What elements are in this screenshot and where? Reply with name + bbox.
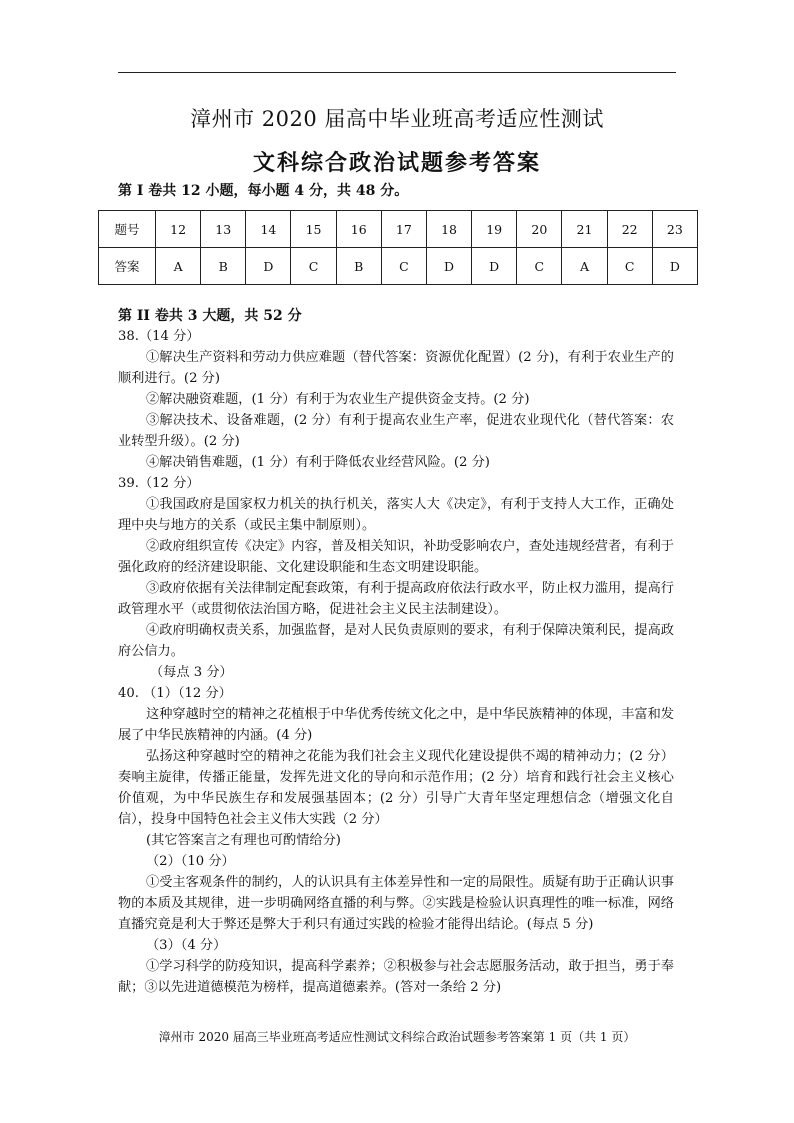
row-label-question: 题号 (99, 211, 156, 248)
answer-body (118, 326, 674, 998)
question-number: 16 (336, 211, 381, 248)
question-number: 13 (201, 211, 246, 248)
answer-paragraph: 这种穿越时空的精神之花植根于中华优秀传统文化之中，是中华民族精神的体现，丰富和发展了中华民族精神的内涵。(4 分) (118, 707, 674, 743)
answer-paragraph: ①学习科学的防疫知识，提高科学素养；②积极参与社会志愿服务活动，敢于担当，勇于奉献；③以先进道德模范为榜样，提高道德素养。(答对一条给 2 分) (118, 959, 674, 995)
scoring-note: (其它答案言之有理也可酌情给分) (146, 833, 341, 848)
section2-heading: 第 II 卷共 3 大题，共 52 分 (118, 308, 302, 324)
answer-paragraph: ④解决销售难题，(1 分）有利于降低农业经营风险。(2 分) (146, 455, 490, 470)
answer-paragraph: ①解决生产资料和劳动力供应难题（替代答案：资源优化配置）(2 分)，有利于农业生产的顺利进行。(2 分) (118, 350, 674, 386)
answer-cell: B (201, 248, 246, 285)
answer-paragraph: ②解决融资难题，(1 分）有利于为农业生产提供资金支持。(2 分) (146, 392, 530, 407)
page-footer: 漳州市 2020 届高三毕业班高考适应性测试文科综合政治试题参考答案第 1 页（共 1 页） (158, 1030, 636, 1044)
answer-paragraph: ①受主客观条件的制约，人的认识具有主体差异性和一定的局限性。质疑有助于正确认识事物的本质及其规律，进一步明确网络直播的利与弊。②实践是检验认识真理性的唯一标准，网络直播究竟是利大于弊还是弊大于利只有通过实践的检验才能得出结论。(每点 5 分) (118, 875, 674, 932)
document-subtitle: 文科综合政治试题参考答案 (252, 150, 541, 176)
question-number: 21 (562, 211, 607, 248)
answer-paragraph: ④政府明确权责关系，加强监督，是对人民负责原则的要求，有利于保障决策利民，提高政府公信力。 (118, 623, 674, 659)
answer-cell: A (562, 248, 607, 285)
answer-cell: D (652, 248, 697, 285)
answer-paragraph: ③政府依据有关法律制定配套政策，有利于提高政府依法行政水平，防止权力滥用，提高行政管理水平（或贯彻依法治国方略，促进社会主义民主法制建设）。 (118, 581, 674, 617)
question-header-40: 40. （1）（12 分） (118, 686, 232, 701)
question-number: 20 (517, 211, 562, 248)
question-number: 15 (291, 211, 336, 248)
sub-question-header: （3）（4 分） (146, 938, 227, 953)
answer-cell: D (246, 248, 291, 285)
answer-cell: D (426, 248, 471, 285)
question-number: 14 (246, 211, 291, 248)
question-number: 22 (607, 211, 652, 248)
answer-paragraph: 弘扬这种穿越时空的精神之花能为我们社会主义现代化建设提供不竭的精神动力；(2 分）奏响主旋律，传播正能量，发挥先进文化的导向和示范作用；(2 分）培育和践行社会主义核心价值观，为中华民族生存和发展强基固本；(2 分）引导广大青年坚定理想信念（增强文化自信），投身中国特色社会主义伟大实践（2 分） (118, 749, 674, 827)
document-title: 漳州市 2020 届高中毕业班高考适应性测试 (190, 107, 604, 131)
answer-cell: D (472, 248, 517, 285)
question-number: 18 (426, 211, 471, 248)
question-header-38: 38.（14 分） (118, 329, 200, 344)
answer-paragraph: ③解决技术、设备难题，(2 分）有利于提高农业生产率，促进农业现代化（替代答案：农业转型升级）。(2 分) (118, 413, 674, 449)
answer-cell: C (607, 248, 652, 285)
row-label-answer: 答案 (99, 248, 156, 285)
question-number: 19 (472, 211, 517, 248)
question-number: 12 (156, 211, 201, 248)
answer-paragraph: ①我国政府是国家权力机关的执行机关，落实人大《决定》，有利于支持人大工作，正确处理中央与地方的关系（或民主集中制原则）。 (118, 497, 674, 533)
answer-cell: C (291, 248, 336, 285)
question-header-39: 39.（12 分） (118, 476, 200, 491)
scoring-note: （每点 3 分） (150, 665, 233, 680)
answer-row (99, 248, 698, 285)
answer-cell: C (517, 248, 562, 285)
question-number: 17 (381, 211, 426, 248)
top-rule (118, 72, 676, 73)
answer-table (98, 210, 698, 285)
section1-heading: 第 I 卷共 12 小题，每小题 4 分，共 48 分。 (118, 183, 409, 199)
answer-cell: A (156, 248, 201, 285)
question-number-row (99, 211, 698, 248)
sub-question-header: （2）（10 分） (146, 854, 235, 869)
answer-paragraph: ②政府组织宣传《决定》内容，普及相关知识，补助受影响农户，查处违规经营者，有利于强化政府的经济建设职能、文化建设职能和生态文明建设职能。 (118, 539, 674, 575)
question-number: 23 (652, 211, 697, 248)
answer-cell: B (336, 248, 381, 285)
answer-cell: C (381, 248, 426, 285)
